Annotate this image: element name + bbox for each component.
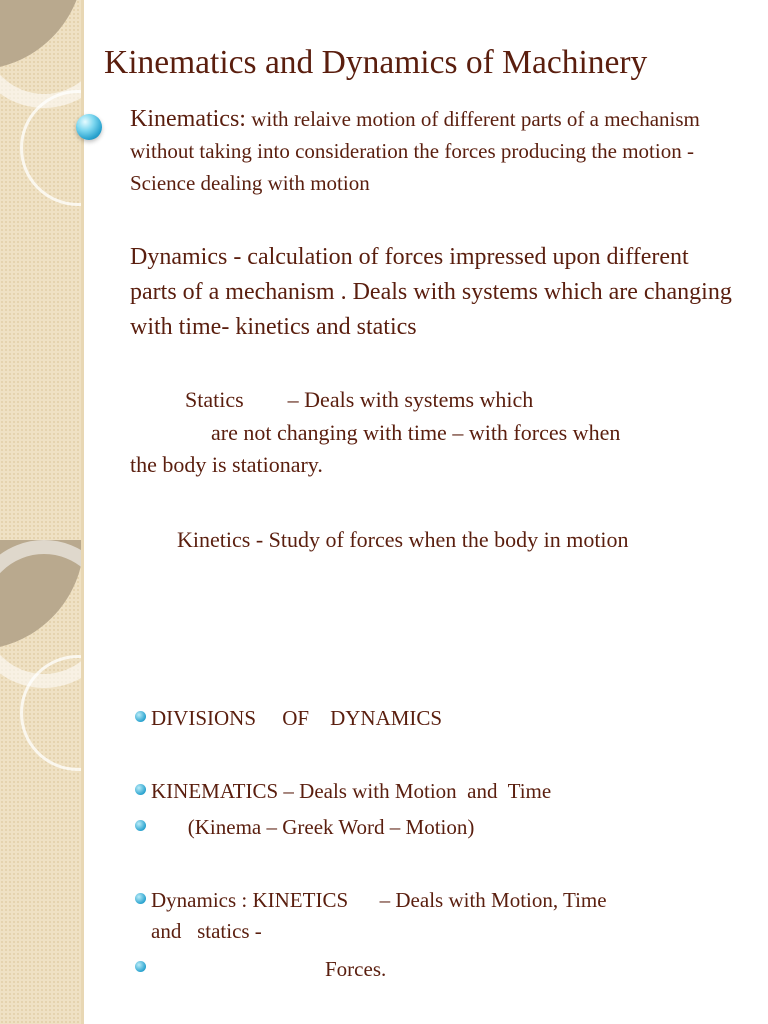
bullet-divisions: DIVISIONS OF DYNAMICS [151,706,443,730]
bullet-forces: Forces. [325,957,387,981]
bullet-dot-icon [135,820,146,831]
bullet-dynamics-kinetics: Dynamics : KINETICS – Deals with Motion, Time [151,888,607,912]
dynamics-paragraph: Dynamics - calculation of forces impressed upon different parts of a mechanism . Deals with systems which are changing with time- kinetics and statics [130,244,732,340]
title-orb-icon [76,114,102,140]
slide-title: Kinematics and Dynamics of Machinery [104,44,648,81]
decorative-sidebar [0,0,84,1024]
statics-line-2: are not changing with time – with forces when [211,420,621,445]
bullet-dot-icon [135,893,146,904]
bullet-dot-icon [135,961,146,972]
kinematics-definition: with relaive motion of different parts of a mechanism without taking into consideration the forces producing the motion - Science dealing with motion [130,107,700,195]
bullet-dynamics-continuation: and statics - [151,919,262,943]
kinematics-term: Kinematics: [130,106,246,132]
kinematics-paragraph [130,103,740,199]
statics-line-1: Statics – Deals with systems which [185,387,534,412]
bullet-kinematics: KINEMATICS – Deals with Motion and Time [151,779,552,803]
bullet-dot-icon [135,784,146,795]
kinetics-line: Kinetics - Study of forces when the body in motion [177,527,629,552]
bullet-dot-icon [135,711,146,722]
sidebar-ring-top-inner [20,90,84,206]
bullet-kinema: (Kinema – Greek Word – Motion) [151,815,475,839]
statics-line-3: the body is stationary. [130,452,323,477]
sidebar-edge [81,0,84,1024]
